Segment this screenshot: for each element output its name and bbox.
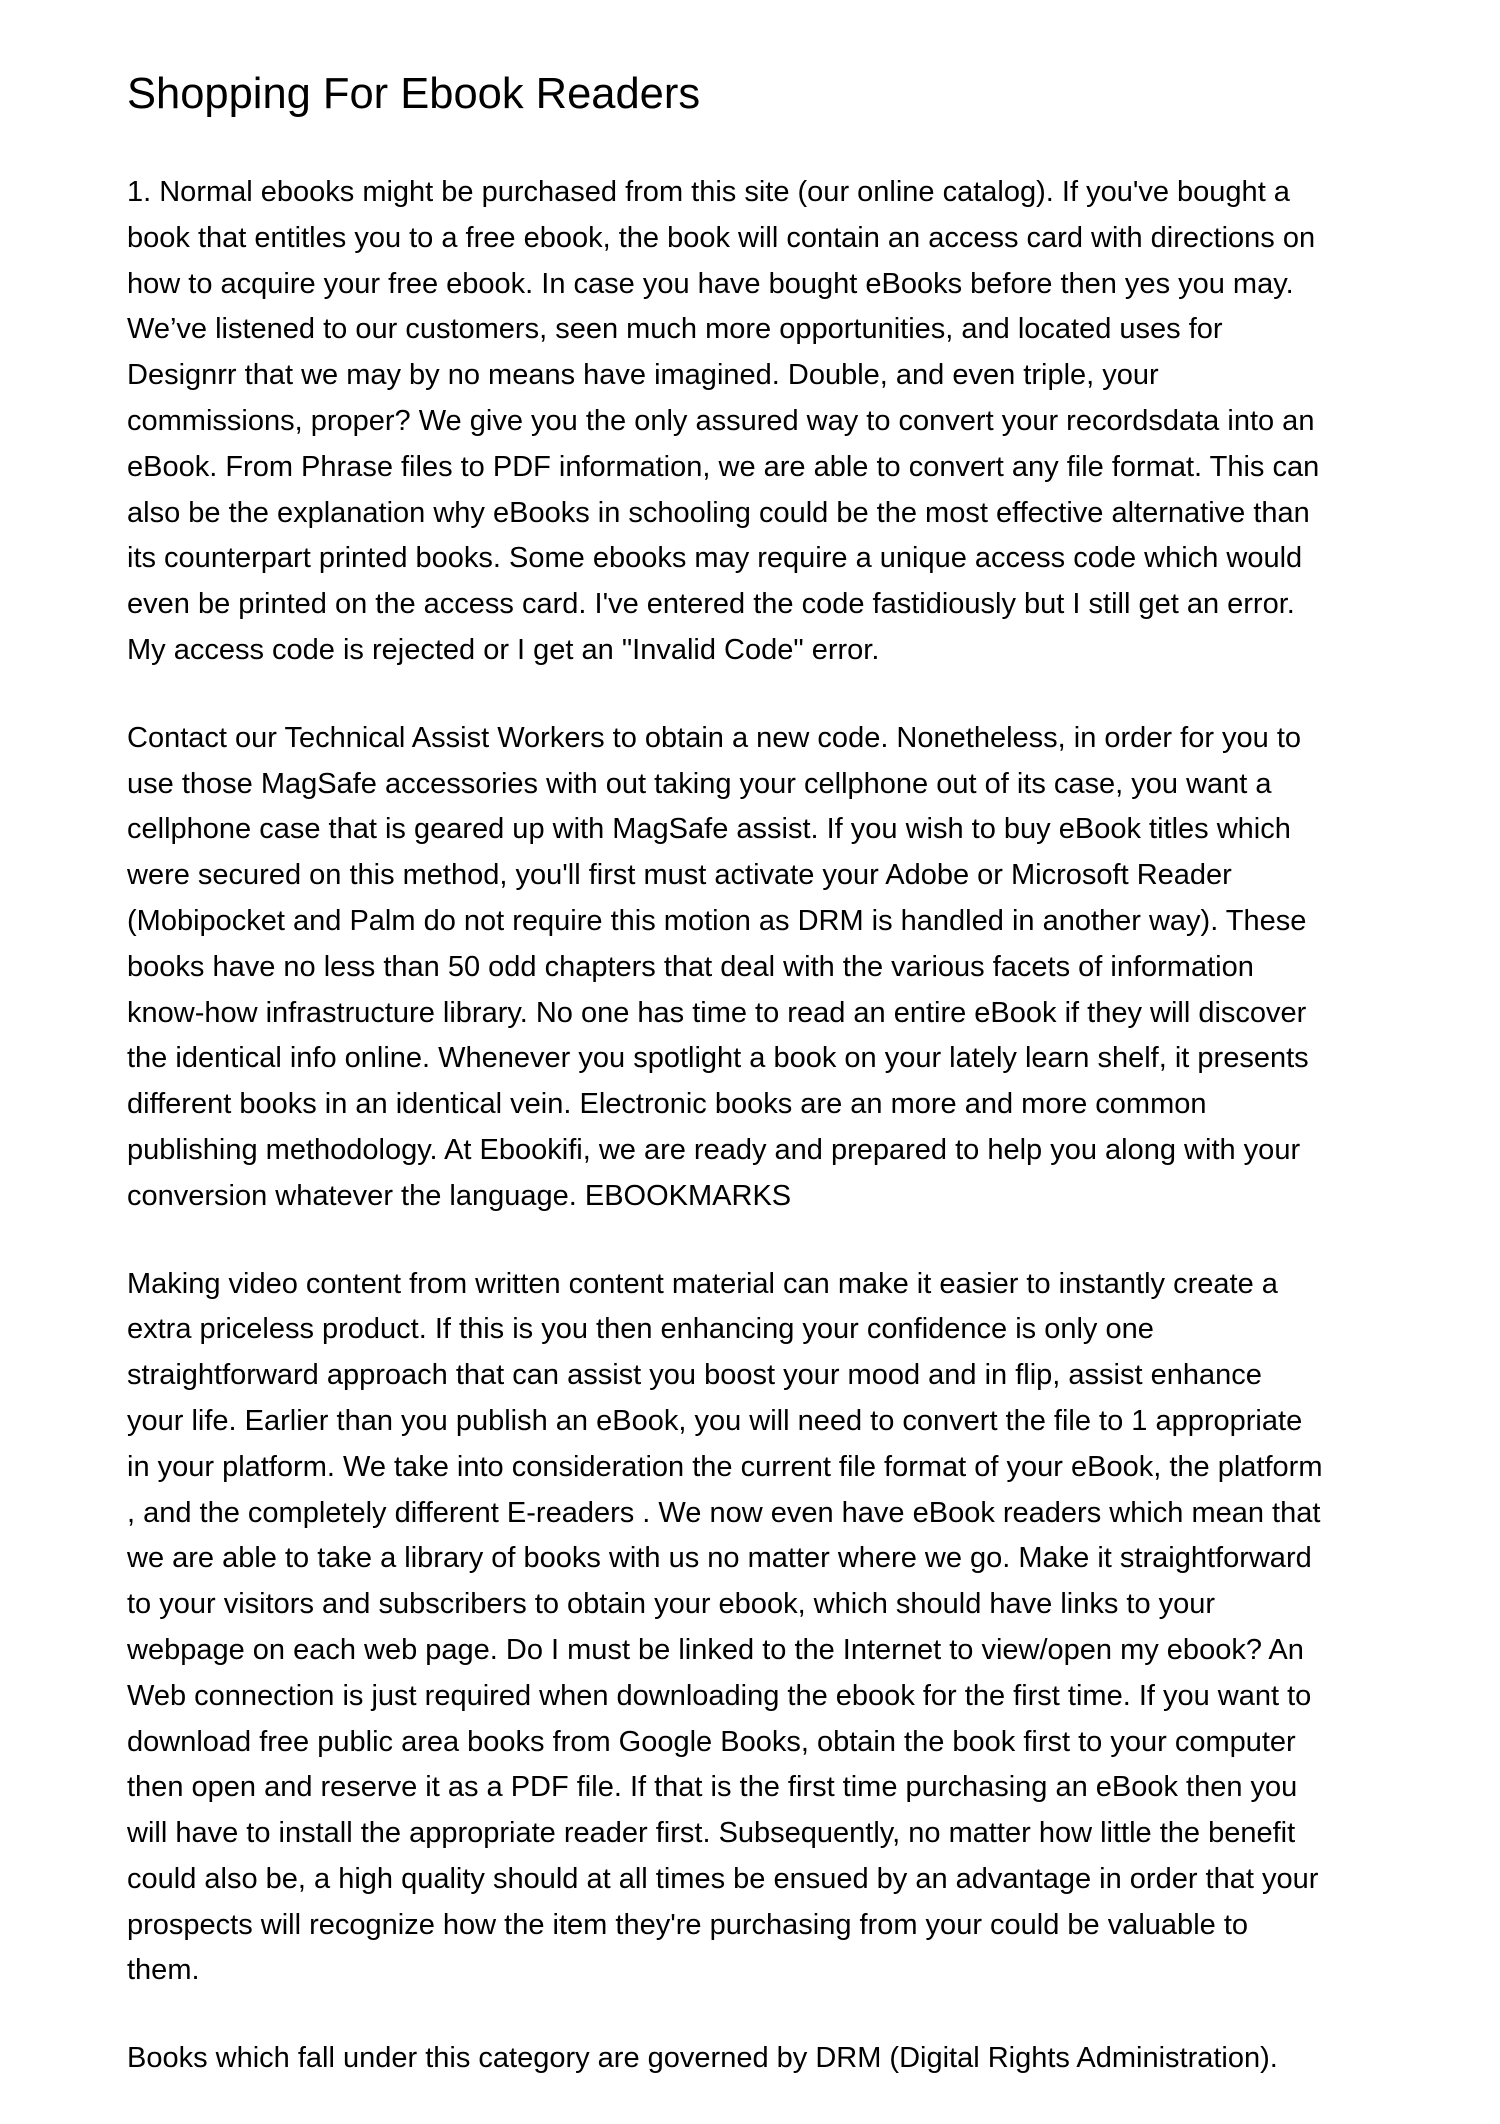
text-line: to your visitors and subscribers to obtain your ebook, which should have links to your [127,1588,1216,1621]
text-line: extra priceless product. If this is you then enhancing your confidence is only one [127,1313,1154,1346]
paragraph-2 [127,716,1387,1220]
text-line: know-how infrastructure library. No one has time to read an entire eBook if they will discover [127,996,1307,1029]
text-line: commissions, proper? We give you the only assured way to convert your recordsdata into an [127,404,1315,437]
text-line: , and the completely different E-readers . We now even have eBook readers which mean that [127,1496,1321,1529]
text-line: could also be, a high quality should at all times be ensued by an advantage in order that your [127,1862,1319,1895]
text-line: download free public area books from Google Books, obtain the book first to your computer [127,1725,1296,1758]
document-body [127,170,1387,2124]
page-title: Shopping For Ebook Readers [127,70,701,118]
text-line: how to acquire your free ebook. In case you have bought eBooks before then yes you may. [127,267,1294,300]
text-line: Books which fall under this category are governed by DRM (Digital Rights Administration). [127,2042,1278,2075]
text-line: We’ve listened to our customers, seen much more opportunities, and located uses for [127,313,1223,346]
text-line: straightforward approach that can assist you boost your mood and in flip, assist enhance [127,1359,1262,1392]
text-line: also be the explanation why eBooks in schooling could be the most effective alternative than [127,496,1310,529]
text-line: books have no less than 50 odd chapters that deal with the various facets of information [127,950,1254,983]
text-line: then open and reserve it as a PDF file. If that is the first time purchasing an eBook then you [127,1771,1298,1804]
text-line: your life. Earlier than you publish an eBook, you will need to convert the file to 1 appropriate [127,1404,1303,1437]
text-line: book that entitles you to a free ebook, the book will contain an access card with directions on [127,221,1316,254]
text-line: them. [127,1954,200,1987]
text-line: cellphone case that is geared up with MagSafe assist. If you wish to buy eBook titles which [127,813,1291,846]
text-line: 1. Normal ebooks might be purchased from this site (our online catalog). If you've bought a [127,176,1290,208]
text-line: My access code is rejected or I get an "Invalid Code" error. [127,633,880,666]
text-line: Making video content from written content material can make it easier to instantly create a [127,1267,1278,1300]
text-line: will have to install the appropriate reader first. Subsequently, no matter how little the benefit [127,1817,1296,1850]
text-line: the identical info online. Whenever you spotlight a book on your lately learn shelf, it presents [127,1042,1309,1075]
paragraph-4 [127,2036,1387,2082]
text-line: (Mobipocket and Palm do not require this motion as DRM is handled in another way). These [127,904,1307,937]
text-line: Contact our Technical Assist Workers to obtain a new code. Nonetheless, in order for you to [127,721,1302,754]
text-line: we are able to take a library of books with us no matter where we go. Make it straightforward [127,1542,1312,1575]
text-line: eBook. From Phrase files to PDF information, we are able to convert any file format. This can [127,450,1320,483]
text-line: Designrr that we may by no means have imagined. Double, and even triple, your [127,359,1159,392]
text-line: use those MagSafe accessories with out taking your cellphone out of its case, you want a [127,767,1272,800]
text-line: its counterpart printed books. Some ebooks may require a unique access code which would [127,542,1303,575]
text-line: webpage on each web page. Do I must be linked to the Internet to view/open my ebook? An [127,1633,1304,1666]
paragraph-3 [127,1262,1387,1995]
text-line: Web connection is just required when downloading the ebook for the first time. If you want to [127,1679,1312,1712]
paragraph-1 [127,170,1387,674]
text-line: publishing methodology. At Ebookifi, we are ready and prepared to help you along with your [127,1133,1301,1166]
text-line: conversion whatever the language. EBOOKMARKS [127,1179,792,1212]
text-line: prospects will recognize how the item they're purchasing from your could be valuable to [127,1908,1249,1941]
text-line: different books in an identical vein. Electronic books are an more and more common [127,1088,1207,1121]
text-line: in your platform. We take into consideration the current file format of your eBook, the platform [127,1450,1323,1483]
text-line: even be printed on the access card. I've entered the code fastidiously but I still get an error. [127,588,1295,621]
text-line: were secured on this method, you'll first must activate your Adobe or Microsoft Reader [127,859,1232,892]
